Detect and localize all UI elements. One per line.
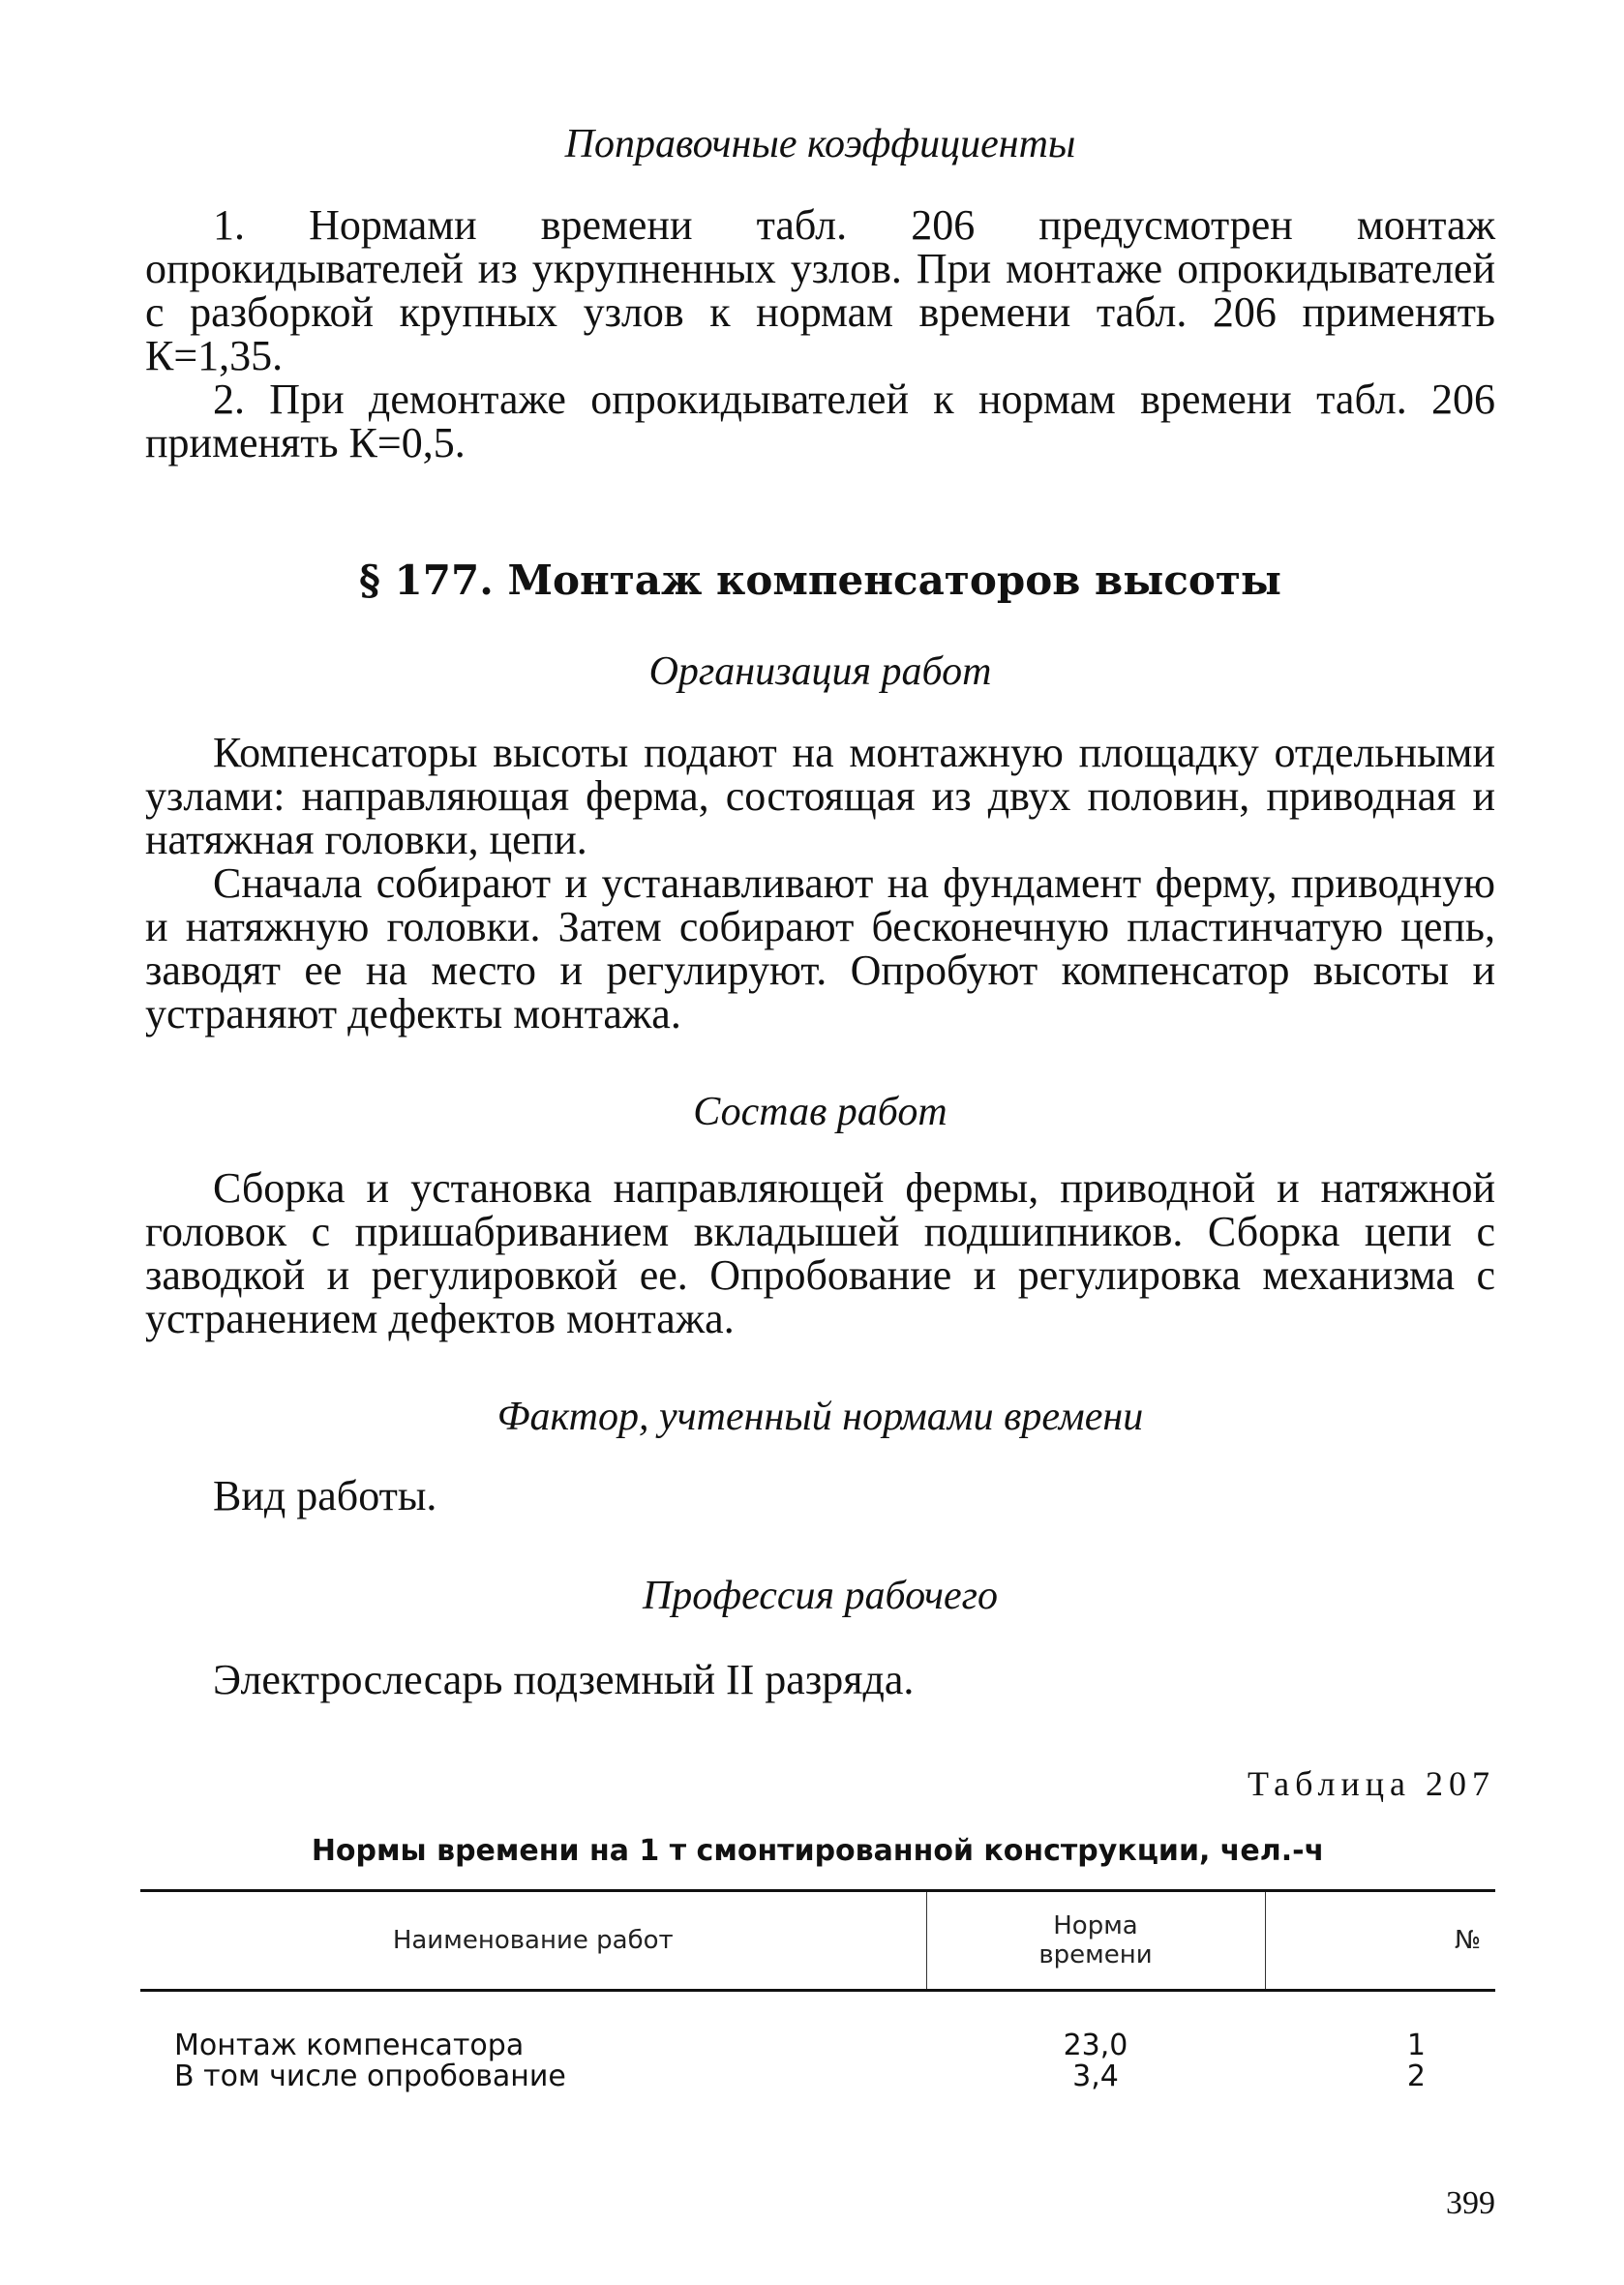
page-number: 399 (1446, 2185, 1495, 2221)
table-row (140, 1991, 1495, 2062)
row-time-norm: 3,4 (1072, 2060, 1119, 2093)
table-header-row (140, 1891, 1495, 1991)
row-number: 2 (1406, 2060, 1426, 2093)
header-work-name: Наименование работ (140, 1891, 926, 1991)
header-number: № (1265, 1891, 1495, 1991)
row-time-norm: 23,0 (1063, 2029, 1128, 2062)
corrections-heading: Поправочные коэффициенты (564, 122, 1076, 166)
correction-paragraph-2: 2. При демонтаже опрокидывателей к нормам времени табл. 206 применять К=0,5. (145, 376, 1495, 466)
composition-text (145, 1166, 1495, 1340)
correction-paragraph-1: 1. Нормами времени табл. 206 предусмотрен монтаж опрокидывателей из укрупненных узлов. При монтаже опрокидывателей с разборкой крупных узлов к нормам времени табл. 206 применять К=1,35. (145, 201, 1495, 379)
organization-paragraph-2: Сначала собирают и устанавливают на фундамент ферму, приводную и натяжную головки. Затем собирают бесконечную пластинчатую цепь, заводят ее на место и регулируют. Опробуют компенсатор высоты и устраняют дефекты монтажа. (145, 859, 1495, 1037)
table-label: Таблица 207 (1248, 1764, 1495, 1803)
header-time-norm: Норма времени (926, 1891, 1265, 1991)
profession-heading: Профессия рабочего (642, 1574, 999, 1618)
norms-table (140, 1889, 1495, 2092)
table-caption: Нормы времени на 1 т смонтированной конструкции, чел.-ч (311, 1834, 1325, 1868)
factor-heading: Фактор, учтенный нормами времени (496, 1395, 1144, 1439)
composition-paragraph: Сборка и установка направляющей фермы, приводной и натяжной головок с пришабриванием вкладышей подшипников. Сборка цепи с заводкой и регулировкой ее. Опробование и регулировка механизма с устранением дефектов монтажа. (145, 1164, 1495, 1342)
organization-paragraph-1: Компенсаторы высоты подают на монтажную площадку отдельными узлами: направляющая ферма, состоящая из двух половин, приводная и натяжная головки, цепи. (145, 729, 1495, 863)
organization-heading: Организация работ (648, 649, 992, 694)
row-work-name: В том числе опробование (174, 2060, 566, 2093)
row-number: 1 (1406, 2029, 1426, 2062)
row-work-name: Монтаж компенсатора (174, 2029, 525, 2062)
table-row (140, 2061, 1495, 2092)
factor-text: Вид работы. (213, 1472, 437, 1519)
profession-text: Электрослесарь подземный II разряда. (213, 1656, 915, 1703)
composition-heading: Состав работ (693, 1090, 947, 1134)
section-title: § 177. Монтаж компенсаторов высоты (358, 556, 1282, 604)
corrections-list (145, 203, 1495, 465)
organization-text (145, 731, 1495, 1036)
